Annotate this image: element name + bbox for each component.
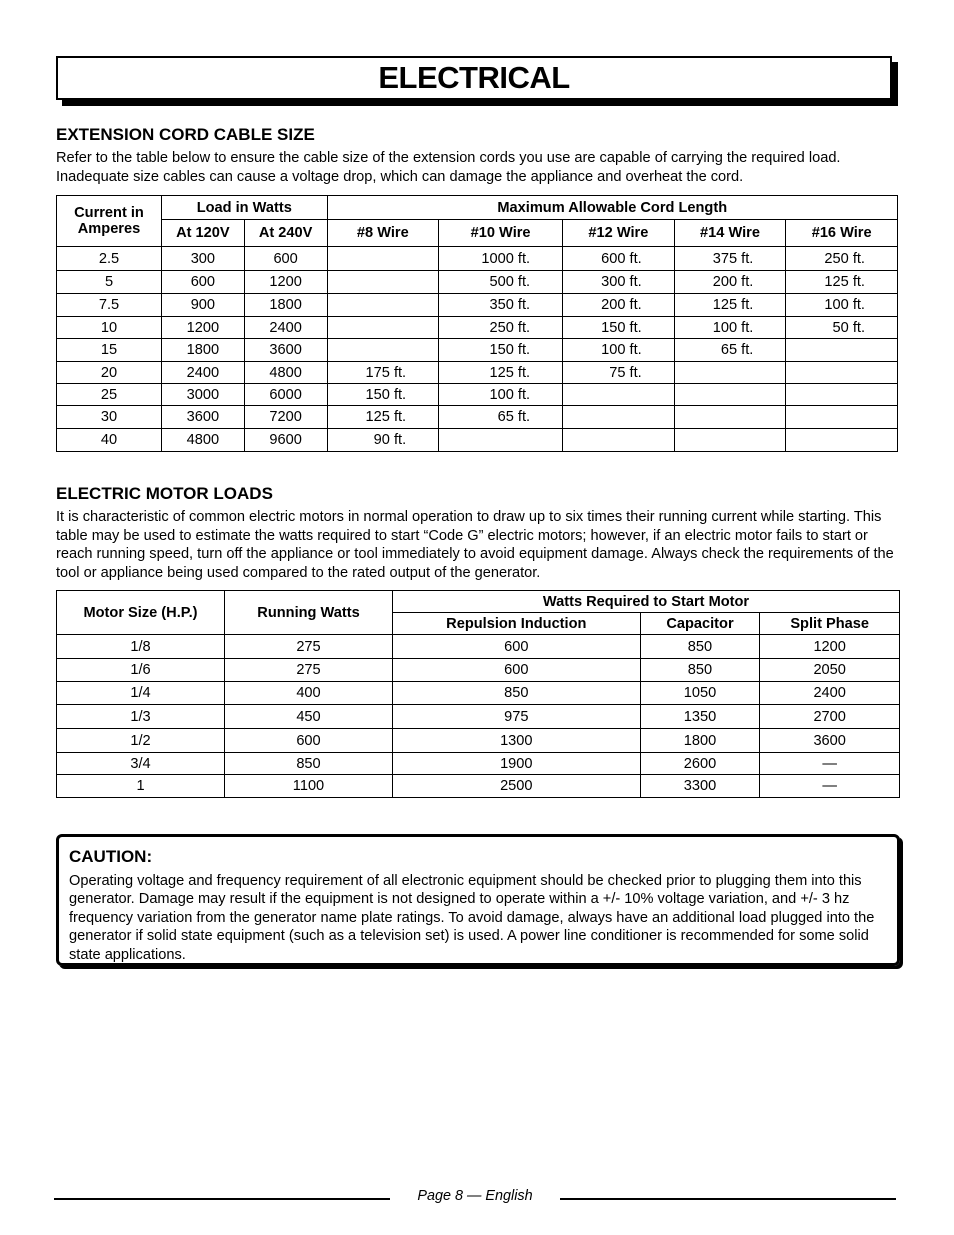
table-cell: 250 ft. [439, 317, 563, 339]
table-row [57, 659, 900, 682]
table-row [57, 729, 900, 753]
table-cell: 600 [393, 635, 641, 659]
table-cell: 3/4 [57, 753, 225, 775]
table-cell [327, 247, 439, 271]
table-cell: 600 [225, 729, 393, 753]
table-row [57, 429, 898, 452]
extension-cord-intro: Refer to the table below to ensure the cable size of the extension cords you use are capable of carrying the required load. Inadequate size cables can cause a voltage drop, which can damage the appliance and overheat the cord. [56, 150, 841, 185]
table-cell: 150 ft. [327, 384, 439, 406]
table-cell: 1350 [640, 705, 760, 729]
table-cell: 500 ft. [439, 271, 563, 294]
header-running-watts: Running Watts [225, 591, 393, 635]
page-title: ELECTRICAL [56, 56, 892, 100]
table-cell [563, 406, 675, 429]
table-row [57, 339, 898, 362]
table-cell [674, 384, 786, 406]
table-cell: 25 [57, 384, 162, 406]
table-cell: 1000 ft. [439, 247, 563, 271]
table-cell: 2050 [760, 659, 900, 682]
header-cell: #10 Wire [439, 220, 563, 247]
table-row [57, 362, 898, 384]
table-cell: 15 [57, 339, 162, 362]
table-cell: 2700 [760, 705, 900, 729]
header-start-watts: Watts Required to Start Motor [393, 591, 900, 613]
table-cell: 20 [57, 362, 162, 384]
table-cell: 1800 [162, 339, 245, 362]
table-row [57, 682, 900, 705]
table-cell: 850 [393, 682, 641, 705]
table-cell: 125 ft. [786, 271, 898, 294]
table-row [57, 775, 900, 798]
table-cell: 200 ft. [563, 294, 675, 317]
table-cell: 100 ft. [563, 339, 675, 362]
motor-loads-table [56, 590, 900, 798]
table-cell [786, 339, 898, 362]
table-cell: 975 [393, 705, 641, 729]
table-cell: 600 [162, 271, 245, 294]
table-cell: 3600 [244, 339, 327, 362]
table-cell: 100 ft. [439, 384, 563, 406]
motor-loads-heading: ELECTRIC MOTOR LOADS [56, 484, 273, 503]
table-cell: 275 [225, 659, 393, 682]
header-cell: Split Phase [760, 613, 900, 635]
table-cell: 1800 [244, 294, 327, 317]
caution-text: Operating voltage and frequency requirement of all electronic equipment should be checked prior to plugging them into this generator. Damage may result if the equipment is not designed to operate within a +/- 10% voltage variation, and +/- 3 hz frequency variation from the generator name plate ratings. To avoid damage, always have an additional load plugged into the generator if solid state equipment (such as a television set) is used. A power line conditioner is recommended for some solid state applications. [69, 873, 875, 963]
table-cell [674, 429, 786, 452]
table-cell: 4800 [244, 362, 327, 384]
table-cell: 600 [244, 247, 327, 271]
table-cell: 1100 [225, 775, 393, 798]
footer-rule-right [560, 1198, 896, 1200]
header-current: Current in Amperes [57, 196, 162, 247]
table-cell: 125 ft. [674, 294, 786, 317]
table-cell: 1900 [393, 753, 641, 775]
table-cell: 100 ft. [786, 294, 898, 317]
table-cell [327, 271, 439, 294]
table-row [57, 317, 898, 339]
header-cell: #16 Wire [786, 220, 898, 247]
table-cell: 7200 [244, 406, 327, 429]
table-cell: 850 [640, 659, 760, 682]
table-row [57, 294, 898, 317]
table-cell: 400 [225, 682, 393, 705]
table-cell: 600 ft. [563, 247, 675, 271]
table-row [57, 247, 898, 271]
table-cell: 150 ft. [439, 339, 563, 362]
table-cell: 50 ft. [786, 317, 898, 339]
table-cell: 1/4 [57, 682, 225, 705]
table-cell: 7.5 [57, 294, 162, 317]
table-cell: 75 ft. [563, 362, 675, 384]
table-cell: 375 ft. [674, 247, 786, 271]
extension-cord-table [56, 195, 898, 452]
table-cell [786, 429, 898, 452]
table-cell: — [760, 775, 900, 798]
table-cell: 5 [57, 271, 162, 294]
table-cell: 150 ft. [563, 317, 675, 339]
table-cell: 1800 [640, 729, 760, 753]
table-cell: 200 ft. [674, 271, 786, 294]
header-cell: At 240V [244, 220, 327, 247]
table-cell: 90 ft. [327, 429, 439, 452]
table-cell: 600 [393, 659, 641, 682]
table-cell: 350 ft. [439, 294, 563, 317]
table-cell: 3600 [162, 406, 245, 429]
table-cell: 2600 [640, 753, 760, 775]
table-cell: 65 ft. [439, 406, 563, 429]
table-cell: 1200 [244, 271, 327, 294]
header-max-length: Maximum Allowable Cord Length [327, 196, 898, 220]
table-cell: 40 [57, 429, 162, 452]
caution-box [56, 834, 900, 966]
header-cell: #14 Wire [674, 220, 786, 247]
table-cell [563, 429, 675, 452]
table-cell: 2500 [393, 775, 641, 798]
table-cell: 9600 [244, 429, 327, 452]
table-cell: 30 [57, 406, 162, 429]
table-cell: 900 [162, 294, 245, 317]
table-cell: 275 [225, 635, 393, 659]
table-cell: 300 [162, 247, 245, 271]
table-row [57, 753, 900, 775]
table-cell: 3600 [760, 729, 900, 753]
table-cell: 10 [57, 317, 162, 339]
table-row [57, 635, 900, 659]
table-cell: 1/3 [57, 705, 225, 729]
table-cell: 1/6 [57, 659, 225, 682]
table-cell: 65 ft. [674, 339, 786, 362]
table-row [57, 406, 898, 429]
table-cell: — [760, 753, 900, 775]
table-cell: 1/2 [57, 729, 225, 753]
table-cell: 850 [640, 635, 760, 659]
table-cell: 3000 [162, 384, 245, 406]
table-cell: 125 ft. [439, 362, 563, 384]
table-cell: 2.5 [57, 247, 162, 271]
table-cell: 3300 [640, 775, 760, 798]
table-row [57, 384, 898, 406]
table-cell: 1 [57, 775, 225, 798]
table-cell [786, 362, 898, 384]
header-motor-size: Motor Size (H.P.) [57, 591, 225, 635]
table-cell: 1300 [393, 729, 641, 753]
table-cell: 450 [225, 705, 393, 729]
table-row [57, 271, 898, 294]
header-cell: #12 Wire [563, 220, 675, 247]
table-cell: 250 ft. [786, 247, 898, 271]
motor-loads-intro: It is characteristic of common electric motors in normal operation to draw up to six times their running current while starting. This table may be used to estimate the watts required to start “Code G” electric motors; however, if an electric motor fails to start or reach running speed, turn off the appliance or tool immediately to avoid equipment damage. Always check the requirements of the tool or appliance being used compared to the rated output of the generator. [56, 509, 894, 581]
caution-title: CAUTION: [69, 847, 153, 866]
table-cell: 1050 [640, 682, 760, 705]
table-cell [439, 429, 563, 452]
header-cell: Capacitor [640, 613, 760, 635]
table-cell: 300 ft. [563, 271, 675, 294]
table-cell [786, 406, 898, 429]
table-cell: 125 ft. [327, 406, 439, 429]
table-cell [563, 384, 675, 406]
footer-rule-left [54, 1198, 390, 1200]
table-row [57, 705, 900, 729]
table-cell: 1200 [162, 317, 245, 339]
table-cell [327, 339, 439, 362]
table-cell: 2400 [162, 362, 245, 384]
header-cell: Repulsion Induction [393, 613, 641, 635]
table-cell: 1/8 [57, 635, 225, 659]
header-load: Load in Watts [162, 196, 328, 220]
page-footer: Page 8 — English [417, 1188, 533, 1204]
table-cell: 2400 [760, 682, 900, 705]
header-cell: At 120V [162, 220, 245, 247]
table-cell [674, 406, 786, 429]
table-cell [674, 362, 786, 384]
table-cell: 6000 [244, 384, 327, 406]
table-cell: 175 ft. [327, 362, 439, 384]
header-cell: #8 Wire [327, 220, 439, 247]
table-cell [786, 384, 898, 406]
table-cell: 850 [225, 753, 393, 775]
table-cell: 4800 [162, 429, 245, 452]
table-cell [327, 294, 439, 317]
table-cell: 1200 [760, 635, 900, 659]
table-cell: 100 ft. [674, 317, 786, 339]
table-cell [327, 317, 439, 339]
table-cell: 2400 [244, 317, 327, 339]
extension-cord-heading: EXTENSION CORD CABLE SIZE [56, 125, 315, 144]
